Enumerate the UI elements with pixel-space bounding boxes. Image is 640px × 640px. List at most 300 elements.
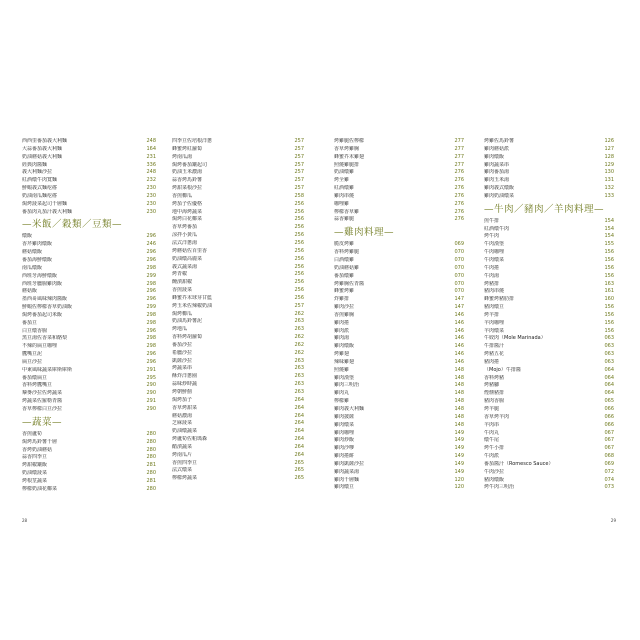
index-entry: [22, 328, 156, 336]
index-entry: [172, 373, 304, 381]
entry-title: 牛排醬汁: [484, 343, 505, 350]
entry-page-number: 256: [294, 208, 304, 215]
section-heading: —米飯／穀類／豆類—: [22, 219, 123, 231]
entry-page-number: 126: [604, 138, 614, 144]
entry-title: 雞肉千層麵: [334, 476, 360, 483]
entry-title: 雞肉蘑菇派: [484, 145, 510, 152]
index-entry: [334, 296, 464, 304]
entry-page-number: 148: [454, 406, 464, 412]
entry-page-number: 230: [146, 208, 156, 215]
entry-title: 烤青椒: [172, 271, 188, 278]
entry-title: 紅酒燉牛肉: [484, 225, 510, 232]
entry-page-number: 146: [454, 343, 464, 350]
entry-title: 雞肉奶油燉菜: [484, 192, 515, 199]
entry-title: 蘑菇飯: [22, 288, 38, 295]
entry-page-number: 280: [146, 454, 156, 461]
entry-page-number: 276: [454, 169, 464, 176]
entry-title: 雞肉凱薩沙拉: [334, 460, 365, 467]
entry-title: 雞肉咖哩: [334, 429, 355, 436]
entry-page-number: 264: [294, 404, 304, 411]
entry-page-number: 280: [146, 485, 156, 492]
index-entry: [172, 475, 304, 483]
entry-title: 烤牛肉三明治: [484, 484, 515, 491]
entry-page-number: 256: [294, 247, 304, 254]
index-entry: [22, 312, 156, 320]
entry-page-number: 067: [604, 429, 614, 436]
entry-title: 照燒雞: [334, 366, 350, 373]
left-page: [14, 130, 321, 528]
index-entry: [22, 406, 156, 414]
entry-title: 蜂蜜烤雞: [334, 288, 355, 295]
index-entry: [172, 216, 304, 224]
entry-title: 烤雞佐馬鈴薯: [484, 138, 515, 144]
index-entry: [22, 478, 156, 486]
index-entry: [22, 382, 156, 390]
entry-page-number: 264: [294, 420, 304, 427]
entry-page-number: 262: [294, 341, 304, 348]
entry-title: 雞肉串燒: [334, 192, 355, 199]
entry-title: 辣味雞翅: [334, 358, 355, 365]
index-entry: [172, 193, 304, 201]
index-entry: [172, 460, 304, 468]
index-entry: [172, 318, 304, 326]
entry-page-number: 290: [146, 406, 156, 412]
entry-page-number: 291: [146, 366, 156, 373]
entry-title: 烤蘆筍佐帕瑪森: [172, 436, 208, 443]
entry-title: 蘑菇濃湯: [172, 412, 193, 419]
entry-title: 奶油燉蔬菜: [172, 428, 198, 435]
entry-page-number: 072: [604, 468, 614, 475]
entry-title: 香草檸檬白豆沙拉: [22, 406, 63, 412]
entry-page-number: 256: [294, 239, 304, 246]
entry-page-number: 156: [604, 264, 614, 271]
entry-page-number: 298: [146, 319, 156, 326]
entry-title: 香草烤番茄: [172, 224, 198, 231]
entry-title: 咖哩雞: [334, 200, 350, 207]
entry-title: 法式燉菜: [172, 467, 193, 474]
index-entry: [484, 367, 614, 375]
entry-title: 烤全雞: [334, 177, 350, 184]
entry-page-number: 070: [454, 256, 464, 263]
entry-page-number: 155: [604, 241, 614, 248]
index-entry: [484, 320, 614, 328]
entry-title: 醋漬蔬菜: [172, 443, 193, 450]
entry-title: 奶油燉高麗菜: [172, 255, 203, 262]
entry-page-number: 276: [454, 208, 464, 215]
index-entry: [22, 209, 156, 217]
entry-page-number: 146: [454, 319, 464, 326]
entry-title: 番茄肉丸茄汁義大利麵: [22, 208, 73, 215]
entry-title: 烤羊腿: [484, 406, 500, 412]
index-entry: [334, 320, 464, 328]
entry-title: 酥炸洋蔥圈: [172, 373, 198, 380]
index-entry: [334, 328, 464, 336]
index-entry: [484, 288, 614, 296]
entry-title: 義式蔬菜湯: [172, 263, 198, 270]
entry-page-number: 070: [454, 264, 464, 271]
entry-title: 雞肉丸: [334, 390, 350, 397]
index-entry: [22, 154, 156, 162]
entry-page-number: 066: [604, 406, 614, 412]
entry-title: 煙燻豬排: [484, 390, 505, 397]
index-entry: [172, 358, 304, 366]
entry-title: 雞肉漢堡: [334, 374, 355, 381]
entry-page-number: 066: [604, 413, 614, 420]
index-entry: [334, 406, 464, 414]
index-entry: [22, 257, 156, 265]
index-entry: [172, 452, 304, 460]
entry-page-number: 069: [604, 460, 614, 467]
entry-page-number: 146: [454, 327, 464, 334]
index-entry: [334, 241, 464, 249]
entry-title: 紅酒燉牛肉寬麵: [22, 177, 58, 184]
entry-page-number: 146: [454, 335, 464, 342]
index-entry: [22, 265, 156, 273]
entry-page-number: 156: [604, 249, 614, 256]
entry-page-number: 146: [454, 351, 464, 358]
entry-page-number: 230: [146, 200, 156, 207]
entry-page-number: 257: [294, 302, 304, 309]
index-entry: [172, 169, 304, 177]
entry-page-number: 070: [454, 280, 464, 287]
index-entry: [334, 343, 464, 351]
index-entry: [334, 469, 464, 477]
entry-title: 豬肉燉飯: [484, 476, 505, 483]
entry-page-number: 257: [294, 185, 304, 192]
entry-title: 豬肉串燒: [484, 288, 505, 295]
entry-page-number: 163: [604, 280, 614, 287]
entry-page-number: 064: [604, 366, 614, 373]
entry-page-number: 257: [294, 138, 304, 144]
index-entry: [484, 406, 614, 414]
entry-page-number: 296: [146, 249, 156, 256]
index-entry: [484, 469, 614, 477]
entry-page-number: 248: [146, 169, 156, 176]
entry-title: 雞肉捲: [334, 319, 350, 326]
index-entry: [172, 248, 304, 256]
entry-page-number: 149: [454, 429, 464, 436]
entry-title: 香草烤甜菜: [172, 404, 198, 411]
entry-title: 雞肉燉豆: [334, 484, 355, 491]
entry-page-number: 128: [604, 153, 614, 160]
entry-title: 照燒雞腿排: [334, 161, 360, 168]
index-entry: [22, 288, 156, 296]
entry-title: 烤根莖蔬菜: [22, 477, 48, 484]
section-heading: —蔬菜—: [22, 416, 63, 428]
entry-page-number: 147: [454, 304, 464, 311]
index-entry: [334, 288, 464, 296]
entry-title: 藜麥沙拉佐烤蔬菜: [22, 390, 63, 397]
index-entry: [334, 351, 464, 359]
index-entry: [172, 381, 304, 389]
entry-page-number: 064: [604, 382, 614, 389]
entry-page-number: 256: [294, 255, 304, 262]
index-entry: [172, 311, 304, 319]
entry-page-number: 299: [146, 304, 156, 311]
entry-page-number: 298: [146, 311, 156, 318]
index-entry: [172, 405, 304, 413]
index-entry: [172, 271, 304, 279]
entry-title: 香草烤雞胸: [334, 145, 360, 152]
entry-page-number: 064: [604, 374, 614, 381]
entry-title: 烤南瓜湯: [172, 153, 193, 160]
entry-page-number: 276: [454, 216, 464, 223]
entry-page-number: 230: [146, 185, 156, 192]
entry-page-number: 132: [604, 185, 614, 192]
index-entry: [22, 447, 156, 455]
index-entry: [172, 295, 304, 303]
index-entry: [334, 437, 464, 445]
entry-title: 烤甜菜根沙拉: [172, 185, 203, 192]
entry-title: 羊肉燉菜: [484, 327, 505, 334]
index-entry: [172, 224, 304, 232]
entry-title: 雞肉燉菜: [334, 421, 355, 428]
entry-title: 香煎蘆筍: [22, 430, 43, 437]
entry-page-number: 161: [604, 288, 614, 295]
index-entry: [22, 367, 156, 375]
index-entry: [484, 328, 614, 336]
entry-title: 中東風味蔬菜庫斯庫斯: [22, 366, 73, 373]
index-entry: [334, 138, 464, 146]
entry-title: 鷹嘴豆泥: [22, 351, 43, 358]
entry-title: 番茄醬汁（Romesco Sauce）: [484, 460, 554, 467]
entry-page-number: 064: [604, 390, 614, 397]
entry-page-number: 148: [454, 421, 464, 428]
entry-page-number: 156: [604, 311, 614, 318]
entry-page-number: 149: [454, 453, 464, 460]
index-entry: [334, 367, 464, 375]
entry-page-number: 276: [454, 192, 464, 199]
entry-page-number: 277: [454, 138, 464, 144]
index-entry: [484, 226, 614, 234]
entry-page-number: 154: [604, 217, 614, 224]
index-entry: [334, 185, 464, 193]
entry-page-number: 133: [604, 192, 614, 199]
entry-title: 炸雞排: [334, 296, 350, 303]
entry-page-number: 263: [294, 357, 304, 364]
entry-page-number: 256: [294, 232, 304, 239]
entry-title: 烤甜椒鑲飯: [22, 462, 48, 469]
index-entry: [334, 216, 464, 224]
entry-title: 牛肉捲: [484, 264, 500, 271]
entry-title: 雞肉派: [334, 327, 350, 334]
entry-title: 牛肉漢堡: [484, 241, 505, 248]
entry-page-number: 263: [294, 318, 304, 325]
entry-page-number: 263: [294, 326, 304, 333]
entry-page-number: 296: [146, 256, 156, 263]
entry-title: 番茄沙拉: [172, 341, 193, 348]
entry-page-number: 146: [454, 311, 464, 318]
entry-title: 經典肉醬麵: [22, 161, 48, 168]
entry-page-number: 276: [454, 185, 464, 192]
entry-page-number: 263: [294, 373, 304, 380]
entry-page-number: 067: [604, 437, 614, 444]
entry-title: 牛肉湯: [484, 272, 500, 279]
index-entry: [334, 265, 464, 273]
entry-page-number: 164: [146, 145, 156, 152]
entry-title: 雞肉披薩: [334, 413, 355, 420]
entry-title: 奶油南瓜麵疙瘩: [22, 192, 58, 199]
index-entry: [484, 437, 614, 445]
entry-page-number: 280: [146, 430, 156, 437]
entry-title: 烤地瓜: [172, 326, 188, 333]
index-entry: [484, 185, 614, 193]
index-entry: [334, 375, 464, 383]
entry-page-number: 063: [604, 351, 614, 358]
index-entry: [172, 185, 304, 193]
entry-title: 烤羊排: [484, 311, 500, 318]
index-entry: [334, 398, 464, 406]
index-entry: [172, 264, 304, 272]
index-entry: [484, 193, 614, 201]
index-entry: [22, 439, 156, 447]
entry-page-number: 232: [146, 177, 156, 184]
index-entry: [22, 343, 156, 351]
entry-title: 羊肉咖哩: [484, 319, 505, 326]
index-entry: [334, 193, 464, 201]
entry-title: 蜂蜜烤紅蘿蔔: [172, 145, 203, 152]
entry-page-number: 265: [294, 459, 304, 466]
index-entry: [334, 146, 464, 154]
entry-page-number: 129: [604, 161, 614, 168]
index-entry: [22, 185, 156, 193]
entry-page-number: 246: [146, 241, 156, 248]
index-entry: [22, 169, 156, 177]
index-entry: [334, 177, 464, 185]
index-entry: [172, 436, 304, 444]
entry-title: 四季豆佐培根洋蔥: [172, 138, 213, 144]
entry-title: 不辣的扁豆咖哩: [22, 343, 58, 350]
entry-page-number: 230: [146, 192, 156, 199]
entry-page-number: 264: [294, 443, 304, 450]
index-entry: [334, 430, 464, 438]
index-entry: [334, 162, 464, 170]
entry-page-number: 120: [454, 484, 464, 491]
entry-title: 雞肉沙嗲: [334, 445, 355, 452]
entry-title: 番茄豆: [22, 319, 38, 326]
index-entry: [334, 422, 464, 430]
index-entry: [22, 281, 156, 289]
index-entry: [484, 304, 614, 312]
index-entry: [484, 453, 614, 461]
entry-page-number: 070: [454, 249, 464, 256]
index-entry: [484, 296, 614, 304]
entry-title: 番茄燉雞: [334, 272, 355, 279]
entry-title: 醃漬甜椒: [172, 279, 193, 286]
index-entry: [22, 335, 156, 343]
index-entry: [484, 422, 614, 430]
entry-title: 鮮蝦佐檸檬香草奶油飯: [22, 304, 73, 311]
index-entry: [334, 477, 464, 485]
index-entry: [334, 461, 464, 469]
index-entry: [172, 287, 304, 295]
entry-page-number: 149: [454, 437, 464, 444]
right-page: [320, 130, 626, 528]
index-entry: [172, 201, 304, 209]
index-entry: [22, 375, 156, 383]
entry-title: 雞肉捲餅: [334, 453, 355, 460]
entry-title: 焗烤櫛瓜: [172, 310, 193, 317]
index-entry: [22, 390, 156, 398]
entry-page-number: 065: [604, 398, 614, 405]
entry-page-number: 257: [294, 153, 304, 160]
entry-page-number: 262: [294, 310, 304, 317]
index-entry: [22, 249, 156, 257]
index-entry: [484, 335, 614, 343]
entry-page-number: 070: [454, 288, 464, 295]
entry-title: 檸檬香草雞: [334, 208, 360, 215]
entry-page-number: 067: [604, 445, 614, 452]
entry-title: 檸檬奶油花椰菜: [22, 485, 58, 492]
index-entry: [334, 201, 464, 209]
index-entry: [22, 193, 156, 201]
entry-title: 蜂蜜烤豬肋排: [484, 296, 515, 303]
entry-title: 南瓜燉飯: [22, 264, 43, 271]
entry-title: 奶油燉菠菜: [22, 470, 48, 477]
entry-page-number: 256: [294, 263, 304, 270]
index-entry: [172, 326, 304, 334]
entry-page-number: 263: [294, 381, 304, 388]
index-entry: [334, 484, 464, 492]
index-entry: [172, 428, 304, 436]
entry-page-number: 131: [604, 177, 614, 184]
entry-title: 香料烤胡蘿蔔: [172, 334, 203, 341]
entry-title: 焗烤番茄鑲起司: [172, 161, 208, 168]
index-entry: [172, 467, 304, 475]
entry-page-number: 296: [146, 233, 156, 240]
left-folio: 28: [22, 518, 28, 523]
entry-title: 焗烤番茄起司米飯: [22, 311, 63, 318]
entry-page-number: 262: [294, 334, 304, 341]
entry-page-number: 263: [294, 365, 304, 372]
index-entry: [484, 312, 614, 320]
entry-title: 烤雞翅: [334, 351, 350, 358]
entry-page-number: 280: [146, 446, 156, 453]
entry-page-number: 264: [294, 428, 304, 435]
index-entry: [22, 241, 156, 249]
index-entry: [484, 398, 614, 406]
entry-title: 芝麻菠菜: [172, 420, 193, 427]
entry-page-number: 276: [454, 200, 464, 207]
entry-page-number: 148: [454, 390, 464, 397]
entry-page-number: 281: [146, 477, 156, 484]
entry-title: 西西里番茄義大利麵: [22, 138, 68, 144]
entry-title: 烤南瓜片: [172, 451, 193, 458]
entry-page-number: 074: [604, 476, 614, 483]
entry-page-number: 160: [604, 296, 614, 303]
entry-page-number: 290: [146, 390, 156, 397]
index-entry: [334, 273, 464, 281]
index-entry: [22, 454, 156, 462]
entry-page-number: 280: [146, 470, 156, 477]
entry-title: 烤牛肉: [484, 233, 500, 240]
entry-page-number: 296: [146, 351, 156, 358]
index-entry: [172, 162, 304, 170]
entry-page-number: 264: [294, 436, 304, 443]
entry-page-number: 073: [604, 484, 614, 491]
entry-title: 雞肉燉飯: [334, 343, 355, 350]
entry-title: 燉牛尾: [484, 437, 500, 444]
index-entry: [484, 414, 614, 422]
entry-title: 雞肉義大利麵: [334, 406, 365, 412]
entry-page-number: 298: [146, 335, 156, 342]
entry-page-number: 256: [294, 271, 304, 278]
entry-page-number: 156: [604, 272, 614, 279]
entry-page-number: 154: [604, 225, 614, 232]
entry-title: 雞肉義式燉飯: [484, 185, 515, 192]
index-entry: [484, 461, 614, 469]
index-entry: [484, 351, 614, 359]
